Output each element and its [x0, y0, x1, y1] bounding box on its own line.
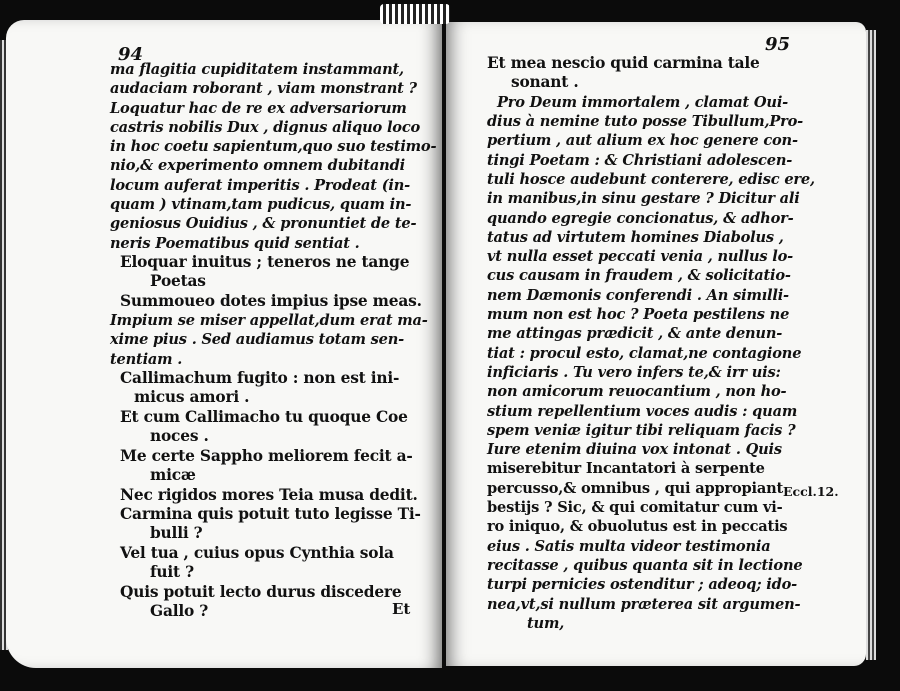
right-page-number: 95 [765, 34, 791, 55]
left-line: Carmina quis potuit tuto legisse Ti- [120, 504, 421, 523]
right-line: tuli hosce audebunt conterere, edisc ere, [487, 171, 815, 188]
right-page-edge [866, 30, 876, 660]
left-line: bulli ? [150, 524, 203, 543]
right-line: miserebitur Incantatori à serpente [487, 460, 765, 478]
right-line: vt nulla esset peccati venia , nullus lo- [487, 248, 794, 266]
left-line: Poetas [150, 272, 206, 291]
left-line: Gallo ? [150, 601, 209, 620]
right-line: eius . Satis multa videor testimonia [487, 537, 771, 555]
right-line: in manibus,in sinu gestare ? Dicitur ali [487, 190, 800, 208]
right-line: spem veniæ igitur tibi reliquam facis ? [487, 421, 796, 439]
right-line: ro iniquo, & obuolutus est in peccatis [487, 518, 788, 536]
left-line: neris Poematibus quid sentiat . [110, 234, 360, 252]
right-line: turpi pernicies ostenditur ; adeoq; ido- [487, 576, 798, 594]
catchword: Et [392, 600, 411, 618]
left-line: Callimachum fugito : non est ini- [120, 369, 400, 388]
right-line: Pro Deum immortalem , clamat Oui- [497, 93, 789, 111]
left-line: tentiam . [110, 350, 183, 368]
right-line: me attingas prædicit , & ante denun- [487, 325, 783, 343]
left-line: Me certe Sappho meliorem fecit a- [120, 446, 413, 465]
left-line: Summoueo dotes impius ipse meas. [120, 291, 422, 310]
right-line: nem Dæmonis conferendi . An simılli- [487, 286, 789, 304]
left-line: Nec rigidos mores Teia musa dedit. [120, 485, 418, 504]
spine-binding [380, 4, 450, 24]
left-line: Quis potuit lecto durus discedere [120, 582, 402, 601]
right-line: sonant . [511, 73, 579, 92]
left-line: Loquatur hac de re ex adversariorum [110, 99, 407, 117]
left-line: ma flagitia cupiditatem instammant, [110, 61, 404, 78]
right-line: non amicorum reuocantium , non ho- [487, 383, 787, 401]
right-line: quando egregie concionatus, & adhor- [487, 209, 794, 227]
left-page-number: 94 [118, 44, 144, 65]
left-line: xime pius . Sed audiamus totam sen- [110, 331, 404, 349]
left-line: locum auferat imperitis . Prodeat (in- [110, 176, 411, 194]
left-line: geniosus Ouidius , & pronuntiet de te- [110, 215, 417, 233]
left-line: noces . [150, 427, 209, 446]
left-line: castris nobilis Dux , dignus aliquo loco [110, 118, 421, 136]
left-line: Eloquar inuitus ; teneros ne tange [120, 252, 410, 271]
right-line: mum non est hoc ? Poeta pestilens ne [487, 306, 790, 324]
left-line: fuit ? [150, 563, 194, 582]
right-line: percusso,& omnibus , qui appropiant [487, 479, 784, 497]
left-line: quam ) vtinam,tam pudicus, quam in- [110, 196, 412, 214]
left-line: Et cum Callimacho tu quoque Coe [120, 407, 408, 426]
right-line: recitasse , quibus quanta sit in lectione [487, 556, 803, 574]
left-line: Impium se miser appellat,dum erat ma- [110, 312, 428, 330]
left-line: nio,& experimento omnem dubitandi [110, 157, 405, 175]
left-line: micæ [150, 466, 196, 485]
right-line: Et mea nescio quid carmina tale [487, 54, 760, 72]
left-line: micus amori . [134, 388, 250, 407]
right-line: pertium , aut alium ex hoc genere con- [487, 132, 798, 150]
left-line: in hoc coetu sapientum,quo suo testimo- [110, 138, 437, 156]
right-line: bestijs ? Sic, & qui comitatur cum vi- [487, 499, 783, 517]
right-line: inficiaris . Tu vero infers te,& irr uis: [487, 363, 781, 381]
right-line: dius à nemine tuto posse Tibullum,Pro- [487, 113, 803, 131]
right-line: stium repellentium voces audis : quam [487, 402, 798, 420]
right-line: tum, [527, 614, 565, 632]
right-line: tatus ad virtutem homines Diabolus , [487, 228, 784, 246]
left-line: audaciam roborant , viam monstrant ? [110, 80, 417, 98]
right-line: tingi Poetam : & Christiani adolescen- [487, 151, 793, 169]
marginal-note: Eccl.12. [783, 484, 839, 499]
left-page-text [110, 60, 437, 621]
right-line: tiat : procul esto, clamat,ne contagione [487, 344, 802, 362]
right-line: Iure etenim diuina vox intonat . Quis [487, 441, 782, 459]
right-line: nea,vt,si nullum præterea sit argumen- [487, 595, 801, 613]
left-line: Vel tua , cuius opus Cynthia sola [120, 543, 394, 562]
right-line: cus causam in fraudem , & solicitatio- [487, 267, 791, 285]
